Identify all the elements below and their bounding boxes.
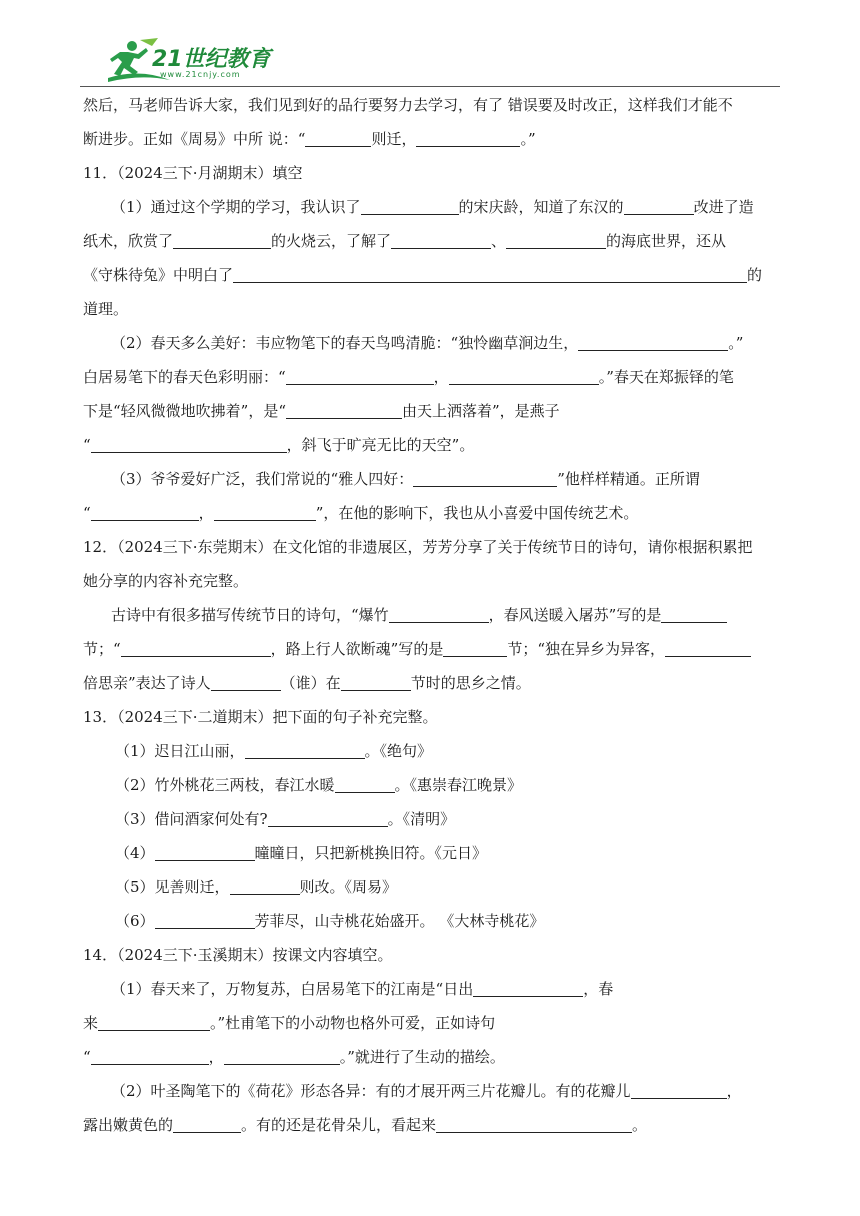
answer-blank[interactable] bbox=[361, 196, 459, 215]
answer-blank[interactable] bbox=[661, 604, 727, 623]
answer-blank[interactable] bbox=[341, 672, 411, 691]
document-body bbox=[83, 88, 781, 1142]
question-11-heading: 11．（2024三下·月湖期末）填空 bbox=[83, 164, 303, 182]
page-header bbox=[0, 0, 860, 90]
q11-part1-line1: （1）通过这个学期的学习，我认识了 的宋庆龄，知道了东汉的 改进了造 bbox=[111, 198, 754, 216]
q11-part3-line2: “ ， ”，在他的影响下，我也从小喜爱中国传统艺术。 bbox=[83, 504, 639, 522]
logo-text: 21世纪教育 bbox=[152, 47, 271, 72]
answer-blank[interactable] bbox=[91, 434, 287, 453]
answer-blank[interactable] bbox=[665, 638, 751, 657]
answer-blank[interactable] bbox=[91, 502, 199, 521]
question-12-heading-cont: 她分享的内容补充完整。 bbox=[83, 572, 249, 590]
answer-blank[interactable] bbox=[413, 468, 557, 487]
q13-item-2: （2）竹外桃花三两枝，春江水暖 。《惠崇春江晚景》 bbox=[115, 776, 523, 794]
q14-part1-line3: “ ， 。”就进行了生动的描绘。 bbox=[83, 1048, 505, 1066]
intro-line-1: 然后，马老师告诉大家，我们见到好的品行要努力去学习，有了 错误要及时改正，这样我们才能不 bbox=[83, 96, 733, 114]
q11-part2-line3: 下是“轻风微微地吹拂着”，是“ 由天上洒落着”，是燕子 bbox=[83, 402, 560, 420]
answer-blank[interactable] bbox=[245, 740, 365, 759]
question-12-heading: 12．（2024三下·东莞期末）在文化馆的非遗展区，芳芳分享了关于传统节日的诗句，请你根据积累把 bbox=[83, 538, 753, 556]
answer-blank[interactable] bbox=[98, 1012, 210, 1031]
q13-item-3: （3）借问酒家何处有? 。《清明》 bbox=[115, 810, 456, 828]
q12-line1: 古诗中有很多描写传统节日的诗句，“爆竹 ，春风送暖入屠苏”写的是 bbox=[83, 598, 781, 632]
answer-blank[interactable] bbox=[121, 638, 271, 657]
q13-item-6: （6） 芳菲尽，山寺桃花始盛开。 《大林寺桃花》 bbox=[115, 912, 545, 930]
q11-part2-line4: “ ，斜飞于旷亮无比的天空”。 bbox=[83, 436, 475, 454]
answer-blank[interactable] bbox=[230, 876, 300, 895]
answer-blank[interactable] bbox=[416, 128, 520, 147]
q11-part2-line1: （2）春天多么美好：韦应物笔下的春天鸟鸣清脆：“独怜幽草涧边生， 。” bbox=[111, 334, 744, 352]
q14-part1-line1: （1）春天来了，万物复苏，白居易笔下的江南是“日出 ，春 bbox=[111, 980, 614, 998]
question-13-heading: 13．（2024三下·二道期末）把下面的句子补充完整。 bbox=[83, 708, 438, 726]
header-rule bbox=[80, 86, 780, 87]
answer-blank[interactable] bbox=[473, 978, 583, 997]
q11-part1-line2: 纸术，欣赏了 的火烧云，了解了 、 的海底世界，还从 bbox=[83, 232, 727, 250]
answer-blank[interactable] bbox=[391, 230, 491, 249]
q13-item-4: （4） 曈曈日，只把新桃换旧符。《元日》 bbox=[115, 844, 488, 862]
answer-blank[interactable] bbox=[214, 502, 316, 521]
logo-url: www.21cnjy.com bbox=[160, 70, 241, 79]
answer-blank[interactable] bbox=[286, 400, 402, 419]
answer-blank[interactable] bbox=[631, 1080, 727, 1099]
q11-part1-line4: 道理。 bbox=[83, 300, 129, 318]
q12-line2: 节；“ ，路上行人欲断魂”写的是 节；“独在异乡为异客， bbox=[83, 632, 781, 666]
answer-blank[interactable] bbox=[443, 638, 507, 657]
answer-blank[interactable] bbox=[506, 230, 606, 249]
question-14-heading: 14．（2024三下·玉溪期末）按课文内容填空。 bbox=[83, 946, 393, 964]
answer-blank[interactable] bbox=[449, 366, 599, 385]
answer-blank[interactable] bbox=[91, 1046, 209, 1065]
answer-blank[interactable] bbox=[173, 1114, 241, 1133]
answer-blank[interactable] bbox=[173, 230, 271, 249]
q13-item-5: （5）见善则迁， 则改。《周易》 bbox=[115, 878, 398, 896]
q14-part1-line2: 来 。”杜甫笔下的小动物也格外可爱，正如诗句 bbox=[83, 1014, 496, 1032]
q11-part1-line3: 《守株待兔》中明白了 的 bbox=[83, 266, 763, 284]
answer-blank[interactable] bbox=[305, 128, 371, 147]
answer-blank[interactable] bbox=[578, 332, 728, 351]
answer-blank[interactable] bbox=[624, 196, 694, 215]
answer-blank[interactable] bbox=[211, 672, 281, 691]
answer-blank[interactable] bbox=[389, 604, 489, 623]
answer-blank[interactable] bbox=[436, 1114, 632, 1133]
q11-part2-line2: 白居易笔下的春天色彩明丽：“ ， 。”春天在郑振铎的笔 bbox=[83, 368, 734, 386]
answer-blank[interactable] bbox=[233, 264, 747, 283]
q14-part2-line2: 露出嫩黄色的 。有的还是花骨朵儿，看起来 。 bbox=[83, 1116, 648, 1134]
answer-blank[interactable] bbox=[335, 774, 395, 793]
answer-blank[interactable] bbox=[268, 808, 388, 827]
q13-item-1: （1）迟日江山丽， 。《绝句》 bbox=[115, 742, 433, 760]
intro-line-2: 断进步。正如《周易》中所 说：“ 则迁， 。” bbox=[83, 130, 536, 148]
answer-blank[interactable] bbox=[224, 1046, 340, 1065]
answer-blank[interactable] bbox=[155, 842, 255, 861]
q11-part3-line1: （3）爷爷爱好广泛，我们常说的“雅人四好： ”他样样精通。正所谓 bbox=[111, 470, 700, 488]
answer-blank[interactable] bbox=[286, 366, 434, 385]
q14-part2-line1: （2）叶圣陶笔下的《荷花》形态各异：有的才展开两三片花瓣儿。有的花瓣儿 ， bbox=[111, 1082, 742, 1100]
q12-line3: 倍思亲”表达了诗人 （谁）在 节时的思乡之情。 bbox=[83, 674, 531, 692]
answer-blank[interactable] bbox=[155, 910, 255, 929]
